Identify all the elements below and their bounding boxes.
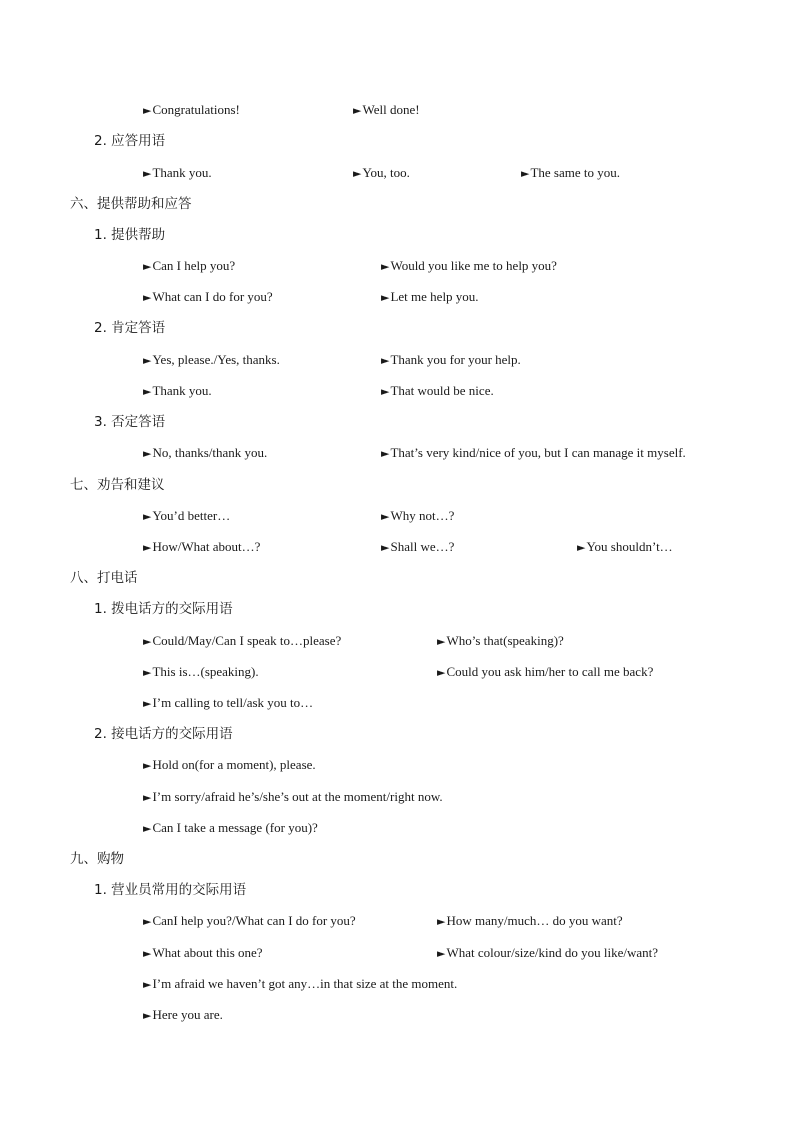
list-item: ►Yes, please./Yes, thanks. [143,352,280,367]
subheading: 1. 营业员常用的交际用语 [94,882,247,898]
subheading: 2. 肯定答语 [94,320,166,336]
section-heading: 六、提供帮助和应答 [70,196,192,212]
list-item: ►Congratulations! [143,102,240,117]
triangle-bullet-icon: ► [143,167,152,180]
triangle-bullet-icon: ► [143,354,152,367]
list-item: ►Can I take a message (for you)? [143,820,318,835]
triangle-bullet-icon: ► [143,541,152,554]
list-item: ►You’d better… [143,508,231,523]
triangle-bullet-icon: ► [143,791,152,804]
list-item: ►Hold on(for a moment), please. [143,757,316,772]
subheading: 3. 否定答语 [94,414,166,430]
section-heading: 九、购物 [70,851,124,867]
list-item: ►Let me help you. [381,289,479,304]
triangle-bullet-icon: ► [437,635,446,648]
triangle-bullet-icon: ► [143,697,152,710]
triangle-bullet-icon: ► [381,260,390,273]
list-item: ►I’m calling to tell/ask you to… [143,695,314,710]
list-item: ►Thank you. [143,165,212,180]
triangle-bullet-icon: ► [437,947,446,960]
triangle-bullet-icon: ► [143,260,152,273]
triangle-bullet-icon: ► [143,447,152,460]
triangle-bullet-icon: ► [381,541,390,554]
triangle-bullet-icon: ► [381,447,390,460]
triangle-bullet-icon: ► [381,291,390,304]
list-item: ►Could you ask him/her to call me back? [437,664,654,679]
subheading: 2. 应答用语 [94,133,166,149]
subheading: 1. 拨电话方的交际用语 [94,601,233,617]
list-item: ►How/What about…? [143,539,261,554]
list-item: ►The same to you. [521,165,621,180]
list-item: ►You shouldn’t… [577,539,673,554]
list-item: ►Shall we…? [381,539,455,554]
triangle-bullet-icon: ► [143,759,152,772]
list-item: ►No, thanks/thank you. [143,445,268,460]
triangle-bullet-icon: ► [143,978,152,991]
triangle-bullet-icon: ► [577,541,586,554]
list-item: ►I’m sorry/afraid he’s/she’s out at the moment/right now. [143,789,443,804]
list-item: ►What can I do for you? [143,289,273,304]
triangle-bullet-icon: ► [143,822,152,835]
list-item: ►Would you like me to help you? [381,258,557,273]
subheading: 1. 提供帮助 [94,227,166,243]
list-item: ►You, too. [353,165,410,180]
list-item: ►What about this one? [143,945,263,960]
subheading: 2. 接电话方的交际用语 [94,726,233,742]
triangle-bullet-icon: ► [353,104,362,117]
list-item: ►CanI help you?/What can I do for you? [143,913,356,928]
triangle-bullet-icon: ► [143,291,152,304]
triangle-bullet-icon: ► [381,510,390,523]
section-heading: 七、劝告和建议 [70,477,165,493]
triangle-bullet-icon: ► [353,167,362,180]
list-item: ►Can I help you? [143,258,236,273]
list-item: ►That would be nice. [381,383,494,398]
triangle-bullet-icon: ► [381,354,390,367]
list-item: ►I’m afraid we haven’t got any…in that size at the moment. [143,976,458,991]
list-item: ►Thank you. [143,383,212,398]
triangle-bullet-icon: ► [143,635,152,648]
list-item: ►Thank you for your help. [381,352,521,367]
triangle-bullet-icon: ► [143,666,152,679]
triangle-bullet-icon: ► [143,1009,152,1022]
list-item: ►Who’s that(speaking)? [437,633,564,648]
triangle-bullet-icon: ► [143,915,152,928]
list-item: ►Could/May/Can I speak to…please? [143,633,342,648]
section-heading: 八、打电话 [70,570,138,586]
triangle-bullet-icon: ► [437,915,446,928]
triangle-bullet-icon: ► [143,947,152,960]
list-item: ►Well done! [353,102,420,117]
triangle-bullet-icon: ► [521,167,530,180]
list-item: ►How many/much… do you want? [437,913,623,928]
list-item: ►What colour/size/kind do you like/want? [437,945,659,960]
triangle-bullet-icon: ► [143,385,152,398]
list-item: ►Why not…? [381,508,455,523]
triangle-bullet-icon: ► [437,666,446,679]
triangle-bullet-icon: ► [143,104,152,117]
list-item: ►That’s very kind/nice of you, but I can manage it myself. [381,445,686,460]
list-item: ►Here you are. [143,1007,223,1022]
list-item: ►This is…(speaking). [143,664,259,679]
triangle-bullet-icon: ► [143,510,152,523]
triangle-bullet-icon: ► [381,385,390,398]
